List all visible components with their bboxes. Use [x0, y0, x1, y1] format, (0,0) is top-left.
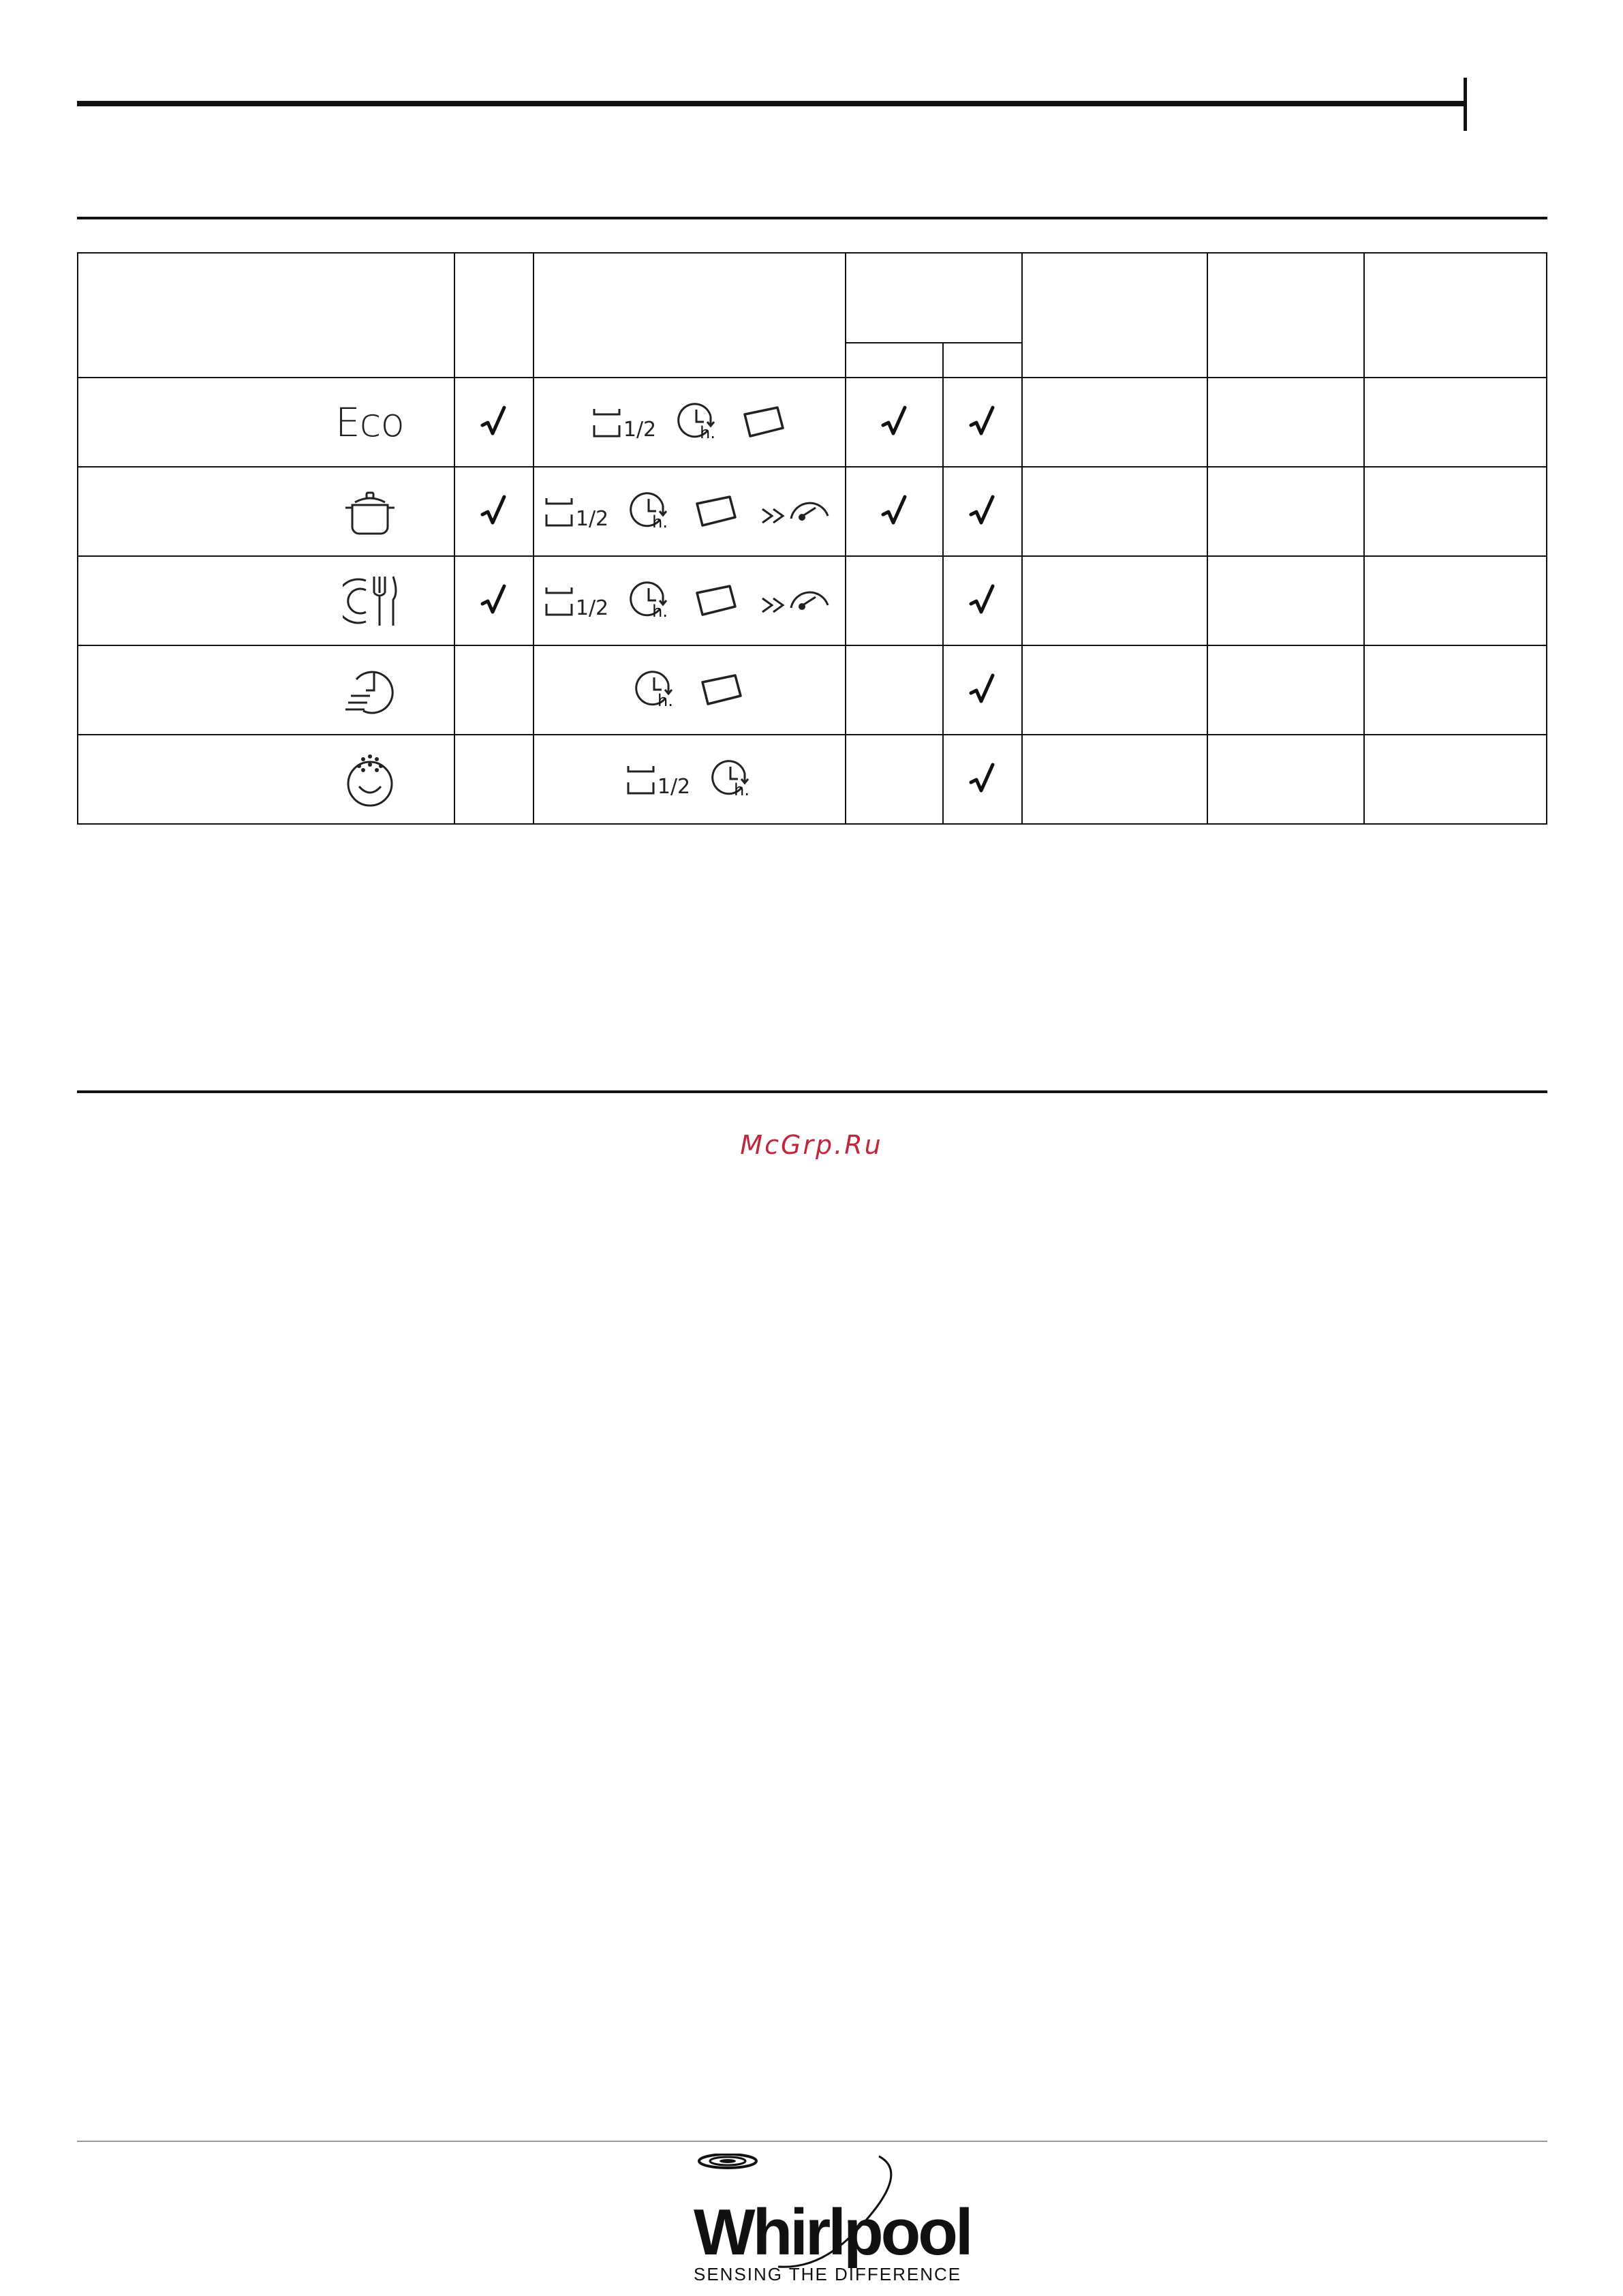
program-intensive	[77, 468, 397, 555]
check-icon	[880, 405, 909, 440]
table-col-divider	[1021, 252, 1023, 825]
delay-timer-icon: h.	[629, 489, 671, 534]
check-mark	[944, 735, 1021, 823]
soak-rinse-icon	[343, 751, 397, 808]
footer-rule	[77, 2141, 1547, 2142]
options-cell	[534, 646, 845, 734]
program-daily	[77, 557, 397, 645]
check-mark	[944, 646, 1021, 734]
header-rule	[77, 101, 1466, 106]
program-eco	[77, 378, 404, 466]
check-icon	[968, 494, 997, 530]
check-mark	[846, 378, 942, 466]
options-cell	[534, 468, 845, 555]
header-rule-tick	[1464, 78, 1467, 131]
check-icon	[968, 405, 997, 440]
delay-timer-icon: h.	[711, 757, 753, 802]
check-icon	[480, 583, 508, 619]
check-mark	[455, 468, 533, 555]
options-cell	[534, 557, 845, 645]
half-load-icon: 1/2	[626, 762, 690, 797]
half-load-icon: 1/2	[592, 405, 656, 440]
table-col-divider	[1363, 252, 1365, 825]
half-load-icon: 1/2	[544, 494, 608, 530]
check-icon	[968, 583, 997, 619]
delay-timer-icon: h.	[634, 668, 677, 713]
turbo-icon	[760, 494, 835, 530]
pot-icon	[343, 485, 397, 539]
check-mark	[944, 468, 1021, 555]
program-quick	[77, 646, 397, 734]
quick-wash-icon	[343, 663, 397, 718]
turbo-icon	[760, 583, 835, 619]
table-subheader-divider	[845, 342, 1023, 343]
section-rule-top	[77, 217, 1547, 219]
options-cell	[534, 735, 845, 823]
check-icon	[968, 673, 997, 708]
check-mark	[944, 378, 1021, 466]
brand-tagline: SENSING THE DIFFERENCE	[694, 2264, 962, 2284]
check-icon	[480, 494, 508, 530]
check-icon	[968, 762, 997, 797]
plate-cutlery-icon	[343, 572, 397, 630]
delay-timer-icon: h.	[677, 400, 719, 445]
check-mark	[455, 557, 533, 645]
tablet-icon	[739, 403, 787, 442]
check-mark	[846, 468, 942, 555]
tablet-icon	[692, 493, 739, 531]
delay-timer-icon: h.	[629, 579, 671, 624]
check-mark	[455, 378, 533, 466]
tablet-icon	[697, 671, 745, 709]
check-mark	[944, 557, 1021, 645]
section-rule-bottom	[77, 1090, 1547, 1093]
check-icon	[880, 494, 909, 530]
brand-logo-text: Whirlpool	[694, 2196, 971, 2269]
table-col-divider	[1207, 252, 1208, 825]
options-cell	[534, 378, 845, 466]
program-rinse	[77, 735, 397, 823]
tablet-icon	[692, 582, 739, 620]
check-icon	[480, 405, 508, 440]
half-load-icon: 1/2	[544, 583, 608, 619]
eco-text-icon: Eco	[335, 399, 404, 446]
watermark-link[interactable]: McGrp.Ru	[740, 1130, 883, 1160]
